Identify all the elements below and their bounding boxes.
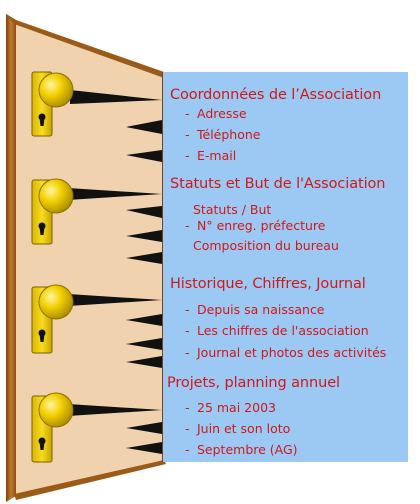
menu-item-septembre-ag[interactable]: - Septembre (AG): [185, 442, 298, 457]
menu-item-email[interactable]: - E-mail: [185, 148, 237, 163]
menu-item-25-mai-2003[interactable]: - 25 mai 2003: [185, 400, 276, 415]
menu-item-label: 25 mai 2003: [197, 400, 276, 415]
menu-item-label: Adresse: [197, 106, 247, 121]
menu-item-composition-bureau[interactable]: Composition du bureau: [193, 238, 339, 253]
menu-item-label: Septembre (AG): [197, 442, 298, 457]
menu-item-label: Les chiffres de l'association: [197, 323, 369, 338]
menu-item-journal-photos[interactable]: - Journal et photos des activités: [185, 345, 387, 360]
menu-item-label: Juin et son loto: [197, 421, 291, 436]
menu-item-depuis-naissance[interactable]: - Depuis sa naissance: [185, 302, 325, 317]
menu-item-label: Depuis sa naissance: [197, 302, 325, 317]
menu-panel: [163, 72, 408, 462]
menu-section-title[interactable]: Projets, planning annuel: [167, 375, 340, 391]
menu-item-chiffres[interactable]: - Les chiffres de l'association: [185, 323, 369, 338]
menu-section-title[interactable]: Historique, Chiffres, Journal: [170, 276, 366, 292]
menu-item-juin-loto[interactable]: - Juin et son loto: [185, 421, 291, 436]
menu-item-label: Téléphone: [197, 127, 261, 142]
menu-item-telephone[interactable]: - Téléphone: [185, 127, 261, 142]
door-frame-left: [6, 14, 16, 502]
menu-item-enreg-prefecture[interactable]: - N° enreg. préfecture: [185, 218, 326, 233]
menu-item-label: E-mail: [197, 148, 237, 163]
menu-item-adresse[interactable]: - Adresse: [185, 106, 247, 121]
menu-item-label: Journal et photos des activités: [197, 345, 387, 360]
menu-item-label: N° enreg. préfecture: [197, 218, 326, 233]
menu-section-title[interactable]: Coordonnées de l’Association: [170, 87, 382, 103]
menu-section-title[interactable]: Statuts et But de l'Association: [170, 176, 386, 192]
menu-item-statuts-but[interactable]: Statuts / But: [193, 202, 272, 217]
